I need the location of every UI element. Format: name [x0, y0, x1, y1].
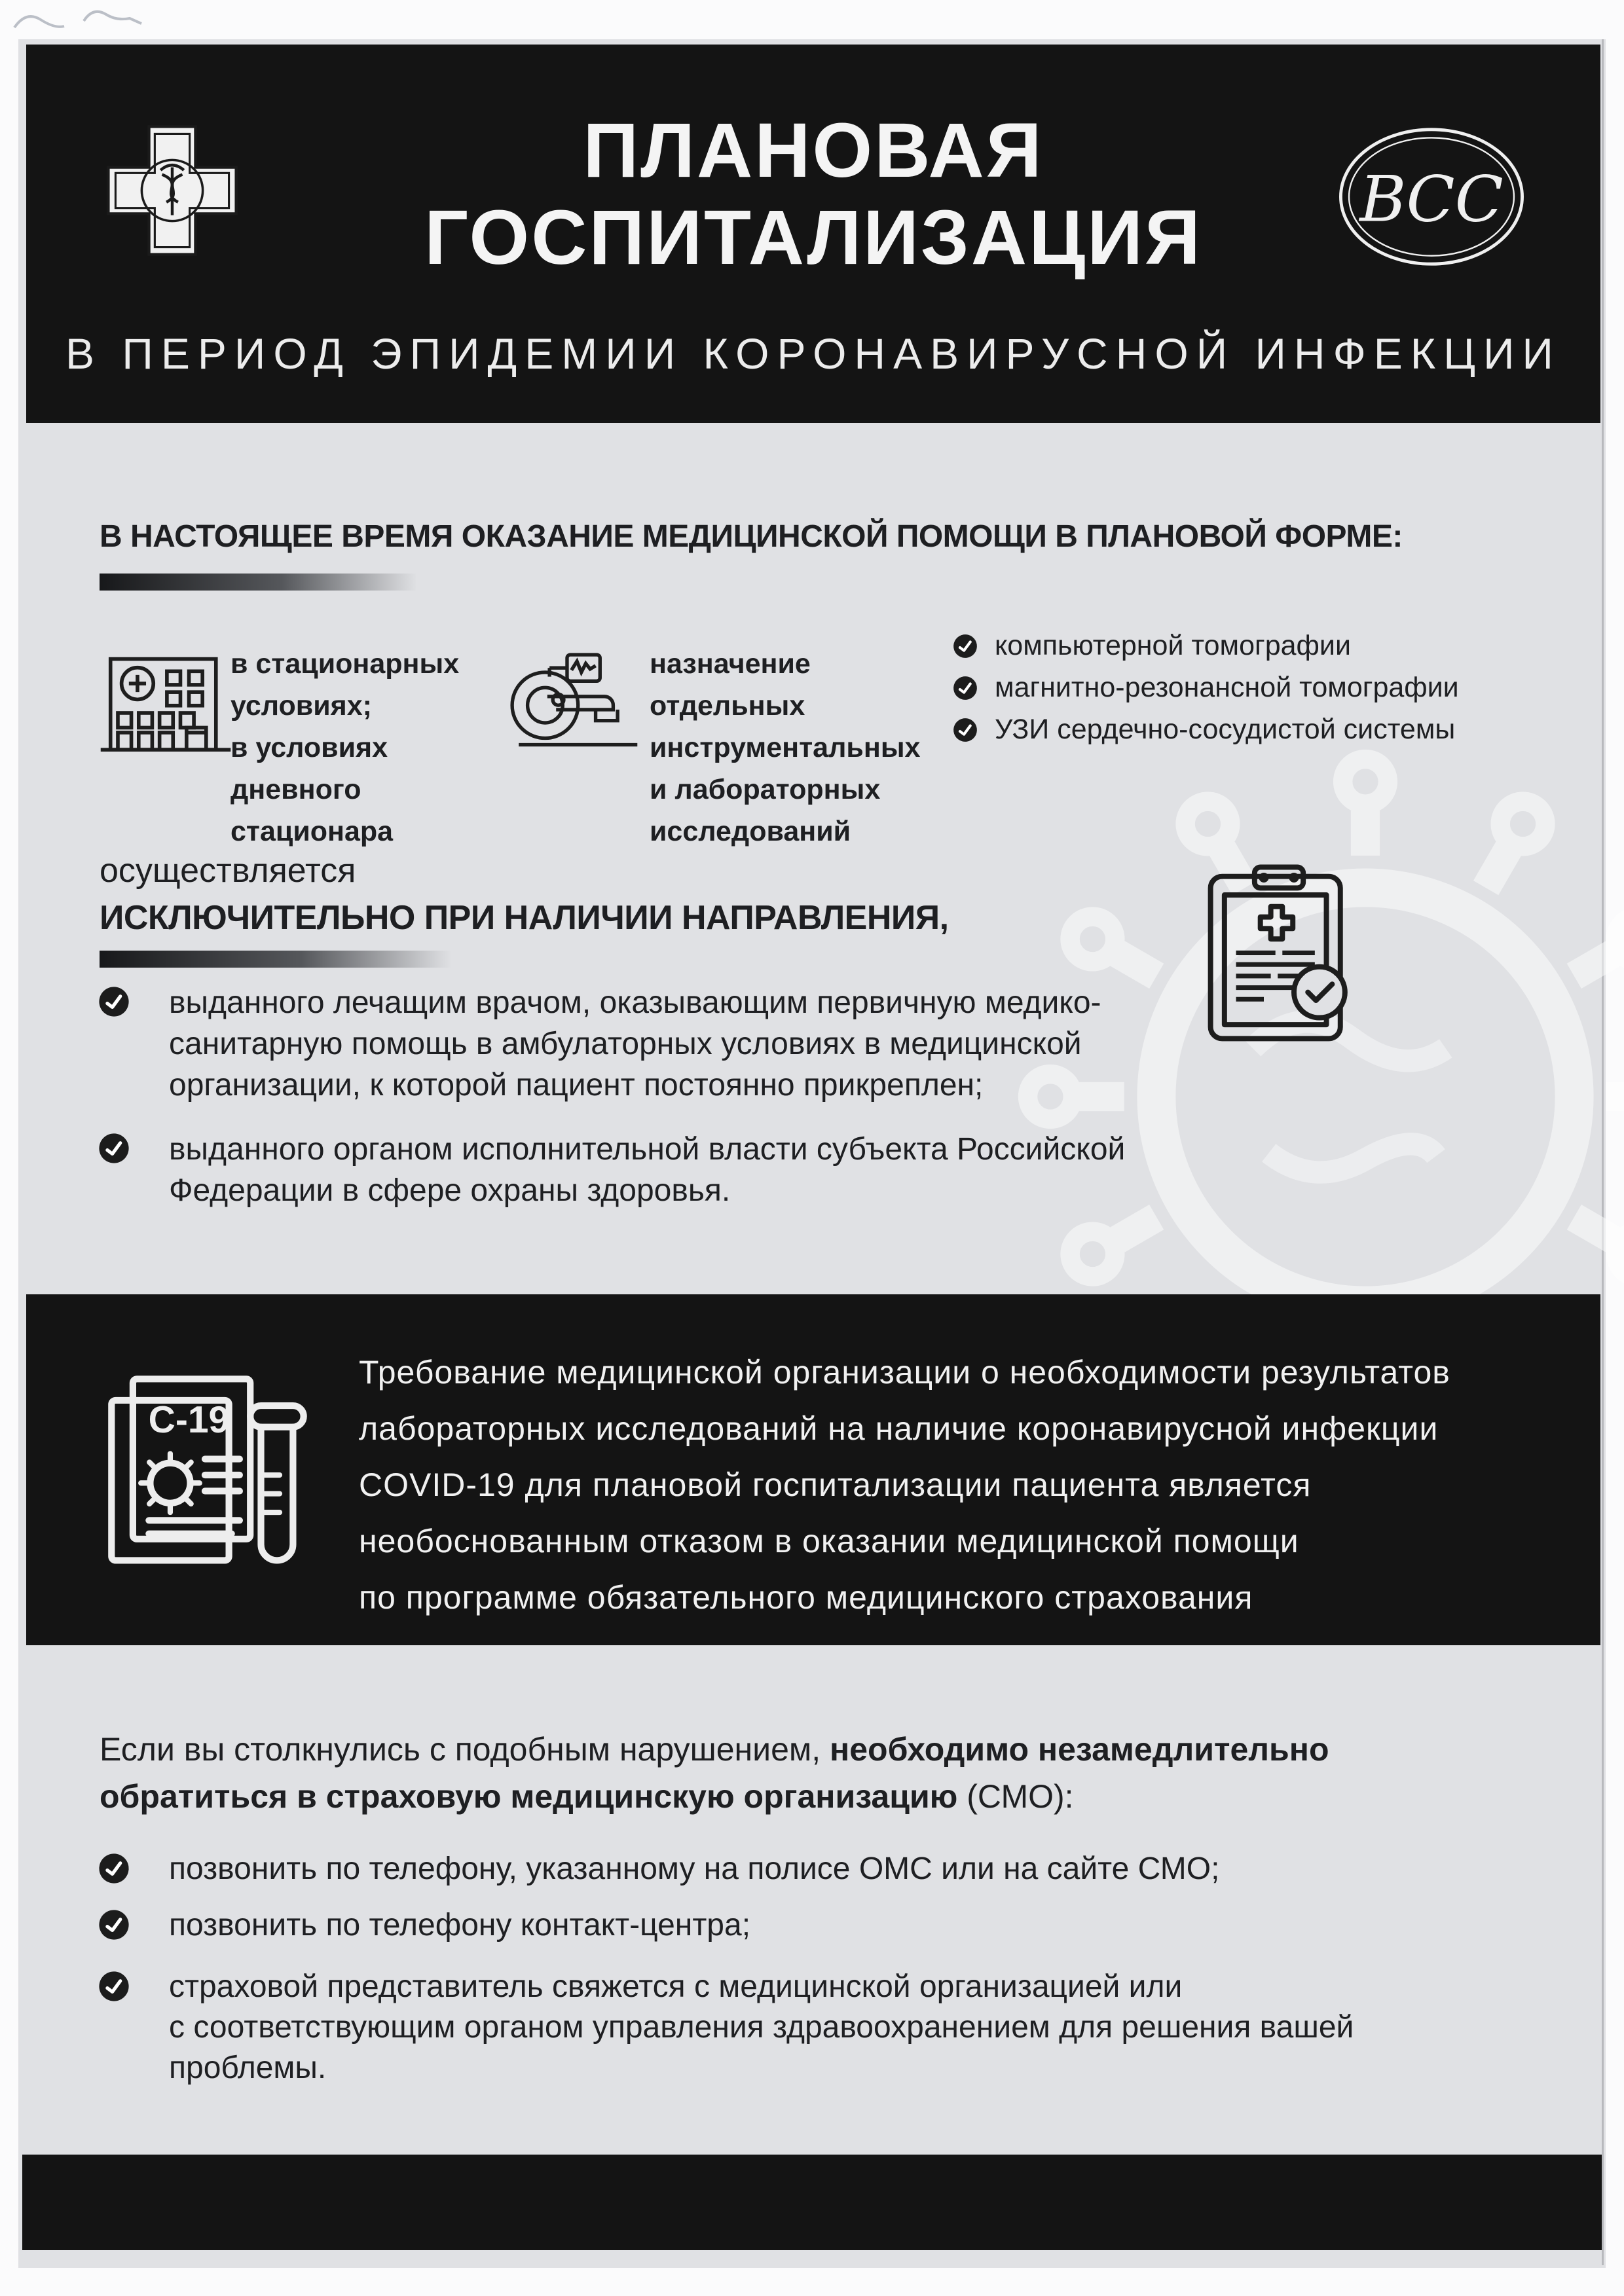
check-icon: [951, 716, 980, 744]
diagnostics-checklist: [953, 630, 1459, 746]
violation-bullet-text: страховой представитель свяжется с медицинской организацией или с соответствующим органом управления здравоохранением для решения вашей проблемы.: [169, 1969, 1354, 2085]
check-icon: [96, 1851, 132, 1886]
intro-bold-text: обратиться в страховую медицинскую организацию: [100, 1778, 958, 1815]
pen-scribble-artifact: [5, 1, 175, 47]
header-band: [26, 45, 1600, 423]
poster-subtitle: В ПЕРИОД ЭПИДЕМИИ КОРОНАВИРУСНОЙ ИНФЕКЦИИ: [65, 329, 1561, 378]
violation-bullet-text: позвонить по телефону, указанному на полисе ОМС или на сайте СМО;: [169, 1851, 1220, 1886]
check-icon: [96, 1131, 132, 1166]
check-icon: [951, 632, 980, 660]
banner-text: Требование медицинской организации о необходимости результатов лабораторных исследований на наличие коронавирусной инфекции COVID-19 для плановой госпитализации пациента является необоснованным отказом в оказании медицинской помощи по программе обязательного медицинского страхования: [359, 1354, 1450, 1616]
checklist-item: [953, 714, 1459, 746]
intro-line-1: [100, 1726, 1329, 1773]
inpatient-conditions-text: в стационарных условиях; в условиях дневного стационара: [231, 648, 460, 847]
violation-bullet: [98, 1967, 1354, 2088]
violation-bullet: [98, 1905, 750, 1946]
diagnostics-text: назначение отдельных инструментальных и лабораторных исследований: [650, 648, 921, 847]
heading-underline-bar: [100, 951, 466, 968]
heading-underline-bar: [100, 574, 430, 591]
covid-icon-label: C-19: [148, 1398, 230, 1441]
referral-lead-text: осуществляется: [100, 852, 356, 890]
referral-bullet-text: выданного лечащим врачом, оказывающим первичную медико- санитарную помощь в амбулаторных условиях в медицинской организации, к которой пациент постоянно прикреплен;: [169, 985, 1101, 1102]
checklist-item-label: компьютерной томографии: [995, 630, 1351, 661]
referral-heading: ИСКЛЮЧИТЕЛЬНО ПРИ НАЛИЧИИ НАПРАВЛЕНИЯ,: [100, 899, 949, 937]
title-line-2: ГОСПИТАЛИЗАЦИЯ: [424, 194, 1202, 281]
violation-bullet-text: позвонить по телефону контакт-центра;: [169, 1908, 751, 1942]
check-icon: [96, 1969, 132, 2004]
violation-bullet: [98, 1849, 1219, 1889]
violation-intro: [100, 1726, 1329, 1820]
check-icon: [96, 984, 132, 1019]
check-icon: [96, 1907, 132, 1942]
intro-regular-text: (СМО):: [957, 1778, 1074, 1815]
vss-logo-text: ВСС: [1359, 162, 1504, 236]
hospital-building-icon: [98, 639, 233, 767]
oms-warning-banner: [26, 1294, 1600, 1645]
referral-bullet: [98, 1129, 1125, 1211]
covid19-lab-document-icon: [101, 1368, 314, 1581]
intro-regular-text: Если вы столкнулись с подобным нарушением,: [100, 1731, 830, 1768]
referral-bullet: [98, 982, 1101, 1106]
checklist-item-label: магнитно-резонансной томографии: [995, 672, 1459, 703]
referral-bullet-text: выданного органом исполнительной власти субъекта Российской Федерации в сфере охраны здоровья.: [169, 1132, 1126, 1208]
mri-scanner-icon: [499, 644, 642, 761]
title-line-1: ПЛАНОВАЯ: [583, 107, 1044, 194]
checklist-item-label: УЗИ сердечно-сосудистой системы: [995, 714, 1456, 745]
check-icon: [951, 674, 980, 702]
checklist-item: [953, 630, 1459, 662]
intro-bold-text: необходимо незамедлительно: [830, 1731, 1329, 1768]
footer-band: [22, 2155, 1602, 2250]
vss-logo: [1336, 126, 1527, 268]
intro-line-2: [100, 1773, 1329, 1820]
checklist-item: [953, 672, 1459, 704]
availability-heading: В НАСТОЯЩЕЕ ВРЕМЯ ОКАЗАНИЕ МЕДИЦИНСКОЙ ПОМОЩИ В ПЛАНОВОЙ ФОРМЕ:: [100, 519, 1403, 554]
clipboard-check-icon: [1204, 862, 1354, 1049]
